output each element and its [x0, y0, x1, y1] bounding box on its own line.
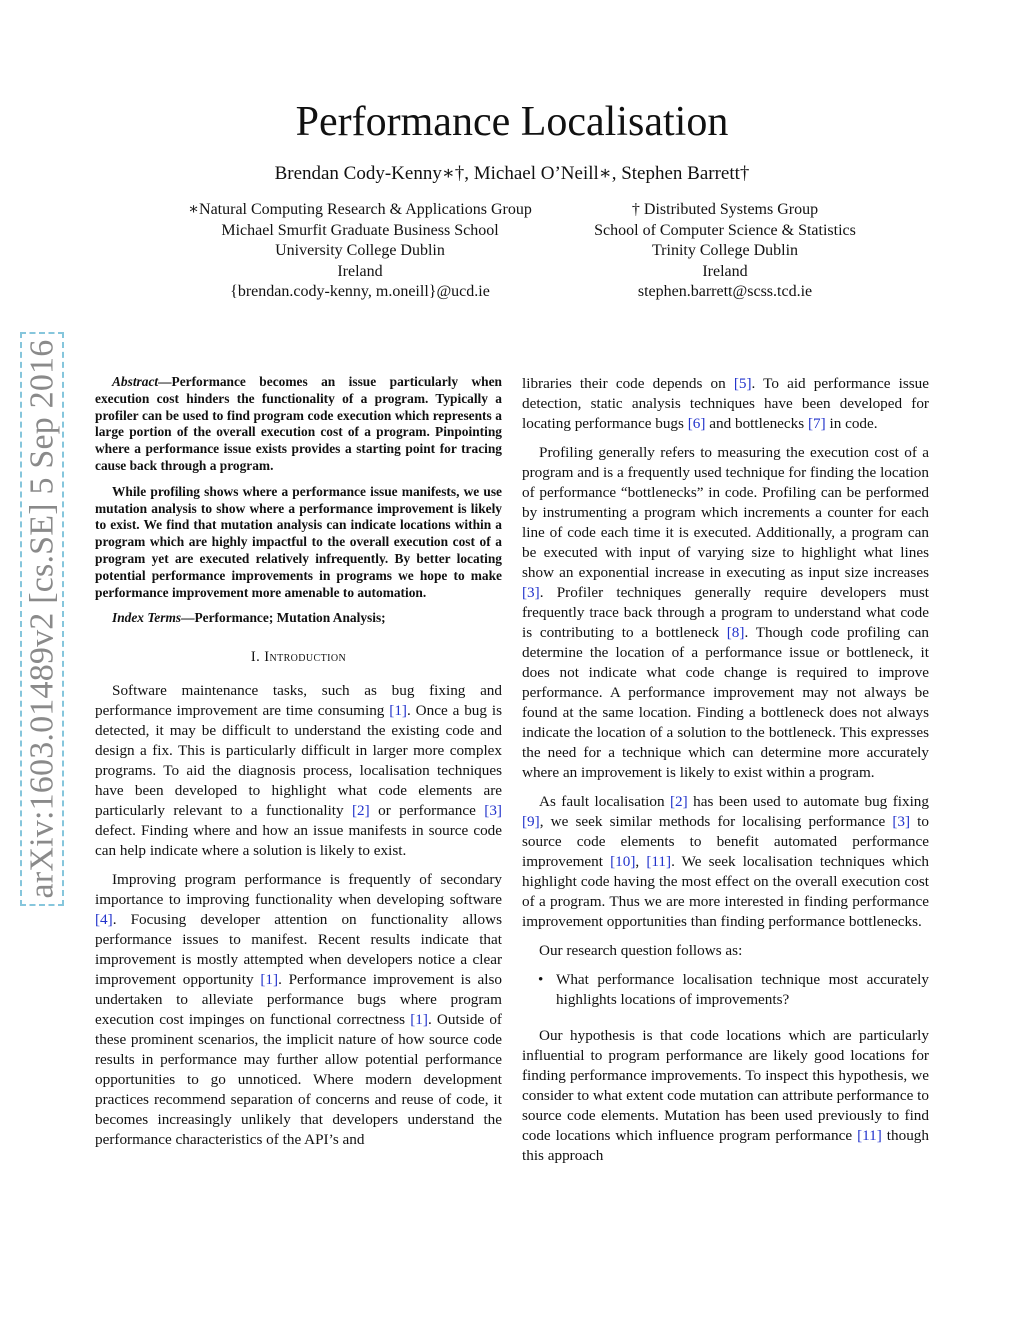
citation-link[interactable]: [4]	[95, 911, 113, 929]
citation-link[interactable]: [1]	[389, 702, 407, 720]
section-title: Introduction	[264, 649, 347, 666]
citation-link[interactable]: [10]	[610, 853, 636, 870]
citation-link[interactable]: [5]	[733, 375, 752, 392]
citation-link[interactable]: [7]	[807, 415, 826, 432]
affiliation-line: Trinity College Dublin	[651, 242, 799, 259]
section-number: I.	[250, 649, 261, 666]
abstract-paragraph	[95, 374, 502, 475]
citation-link[interactable]: [1]	[410, 1011, 428, 1029]
body-paragraph: libraries their code depends on [5]. To aid performance issue detection, static analysis techniques have been developed for locating performance bugs [6] and bottlenecks [7] in code.	[522, 375, 929, 432]
affiliation-line: Michael Smurfit Graduate Business School	[221, 221, 499, 239]
author-list: Brendan Cody-Kenny∗†, Michael O’Neill∗, Stephen Barrett†	[274, 163, 750, 184]
citation-link[interactable]: [2]	[352, 802, 370, 820]
citation-link[interactable]: [11]	[646, 853, 672, 870]
citation-link[interactable]: [3]	[522, 584, 540, 601]
citation-link[interactable]: [3]	[892, 813, 911, 830]
citation-link[interactable]: [11]	[857, 1127, 882, 1144]
affiliation-email: stephen.barrett@scss.tcd.ie	[637, 283, 813, 300]
abstract-text: —Performance becomes an issue particularly when execution cost hinders the functionality of a program. Typically a profiler can be used to find program code execution which represents a large portion of the overall execution cost of a program. Pinpointing where a performance issue exists provides a starting point for tracing cause back through a program.	[95, 374, 502, 473]
body-paragraph: Improving program performance is frequently of secondary importance to improving functionality when developing software [4]. Focusing developer attention on functionality allows performance issues to manifest. Recent results indicate that improvement is mostly attempted when developers notice a clear improvement opportunity [1]. Performance improvement is also undertaken to alleviate performance bugs where program execution cost impinges on functional correctness [1]. Outside of these prominent scenarios, the implicit nature of how source code results in performance may further allow potential performance opportunities to go unnoticed. Where modern development practices recommend separation of concerns and reuse of code, it becomes increasingly unlikely that developers understand the performance characteristics of the API’s and	[95, 871, 502, 1149]
body-paragraph: As fault localisation [2] has been used to automate bug fixing [9], we seek similar methods for localising performance [3] to source code elements to benefit automated performance improvement [10], [11]. We seek localisation techniques which highlight code having the most effect on the overall execution cost of a program. Thus we are more interested in finding performance improvement opportunities than finding performance bottlenecks.	[522, 793, 930, 930]
citation-link[interactable]: [1]	[260, 971, 279, 989]
body-paragraph: Our hypothesis is that code locations which are particularly influential to program performance are likely good locations for finding performance improvements. To inspect this hypothesis, we consider to what extent code mutation can attribute performance to source code elements. Mutation has been used previously to find code locations which influence program performance [11] though this approach	[522, 1027, 929, 1164]
paper-title: Performance Localisation	[295, 99, 729, 145]
index-terms-label: Index Terms	[112, 610, 182, 626]
right-column	[522, 374, 929, 1175]
affiliation-line: Ireland	[702, 262, 748, 280]
citation-link[interactable]: [8]	[726, 624, 745, 641]
affiliation-line: University College Dublin	[275, 242, 445, 259]
citation-link[interactable]: [9]	[522, 813, 540, 830]
affiliation-line: † Distributed Systems Group	[631, 201, 819, 218]
citation-link[interactable]: [6]	[687, 415, 706, 432]
abstract-text: While profiling shows where a performance issue manifests, we use mutation analysis to show where a performance improvement is likely to exist. We find that mutation analysis can indicate locations within a program which are highly impactful to the overall execution cost of a program yet are executed relatively infrequently. By better locating potential performance improvements in programs we hope to make performance improvement more amenable to automation.	[95, 483, 502, 600]
index-terms-text: —Performance; Mutation Analysis;	[181, 610, 386, 626]
body-paragraph: Profiling generally refers to measuring the execution cost of a program and is a frequently used technique for finding the location of performance “bottlenecks” in code. Profiling can be performed by instrumenting a program which increments a counter for each line of code each time it is executed. Additionally, a program can be executed with input of varying size to highlight what lines show an exponential increase in executing as input size increases [3]. Profiler techniques generally require developers must frequently trace back through a program to understand what code is contributing to a bottleneck [8]. Though code profiling can determine the location of a performance issue or bottleneck, it does not indicate what code change is required to improve performance. A performance improvement may not always be found at the same location. Finding a bottleneck does not always indicate the location of a solution to the bottleneck. This expresses the need for a technique which can determine more accurately where an improvement is likely to exist within a program.	[522, 444, 929, 781]
bullet-icon: •	[538, 971, 544, 988]
arxiv-identifier-text: arXiv:1603.01489v2 [cs.SE] 5 Sep 2016	[23, 339, 60, 899]
research-question-text: What performance localisation technique most accurately highlights locations of improvements?	[556, 971, 929, 1008]
citation-link[interactable]: [2]	[670, 793, 688, 810]
section-heading	[95, 647, 502, 667]
affiliation-right	[535, 200, 915, 303]
arxiv-identifier-stamp	[20, 332, 64, 906]
abstract-paragraph	[95, 484, 502, 602]
body-paragraph: Our research question follows as:	[539, 942, 743, 959]
affiliation-line: School of Computer Science & Statistics	[594, 221, 856, 239]
left-column	[95, 374, 502, 1159]
index-terms	[95, 610, 502, 627]
affiliation-line: Ireland	[337, 262, 383, 280]
research-question-item	[538, 970, 929, 1010]
abstract-label: Abstract	[112, 374, 159, 389]
affiliation-left	[130, 200, 590, 303]
body-paragraph: Software maintenance tasks, such as bug fixing and performance improvement are time consuming [1]. Once a bug is detected, it may be difficult to understand the existing code and design a fix. This is particularly difficult in larger more complex programs. To aid the diagnosis process, localisation techniques have been developed to highlight what code elements are particularly relevant to a functionality [2] or performance [3] defect. Finding where and how an issue manifests in source code can help indicate where a solution is likely to exist.	[95, 682, 502, 860]
citation-link[interactable]: [3]	[484, 802, 502, 820]
affiliation-email: {brendan.cody-kenny, m.oneill}@ucd.ie	[230, 283, 490, 300]
affiliation-line: ∗Natural Computing Research & Applications Group	[188, 201, 532, 218]
